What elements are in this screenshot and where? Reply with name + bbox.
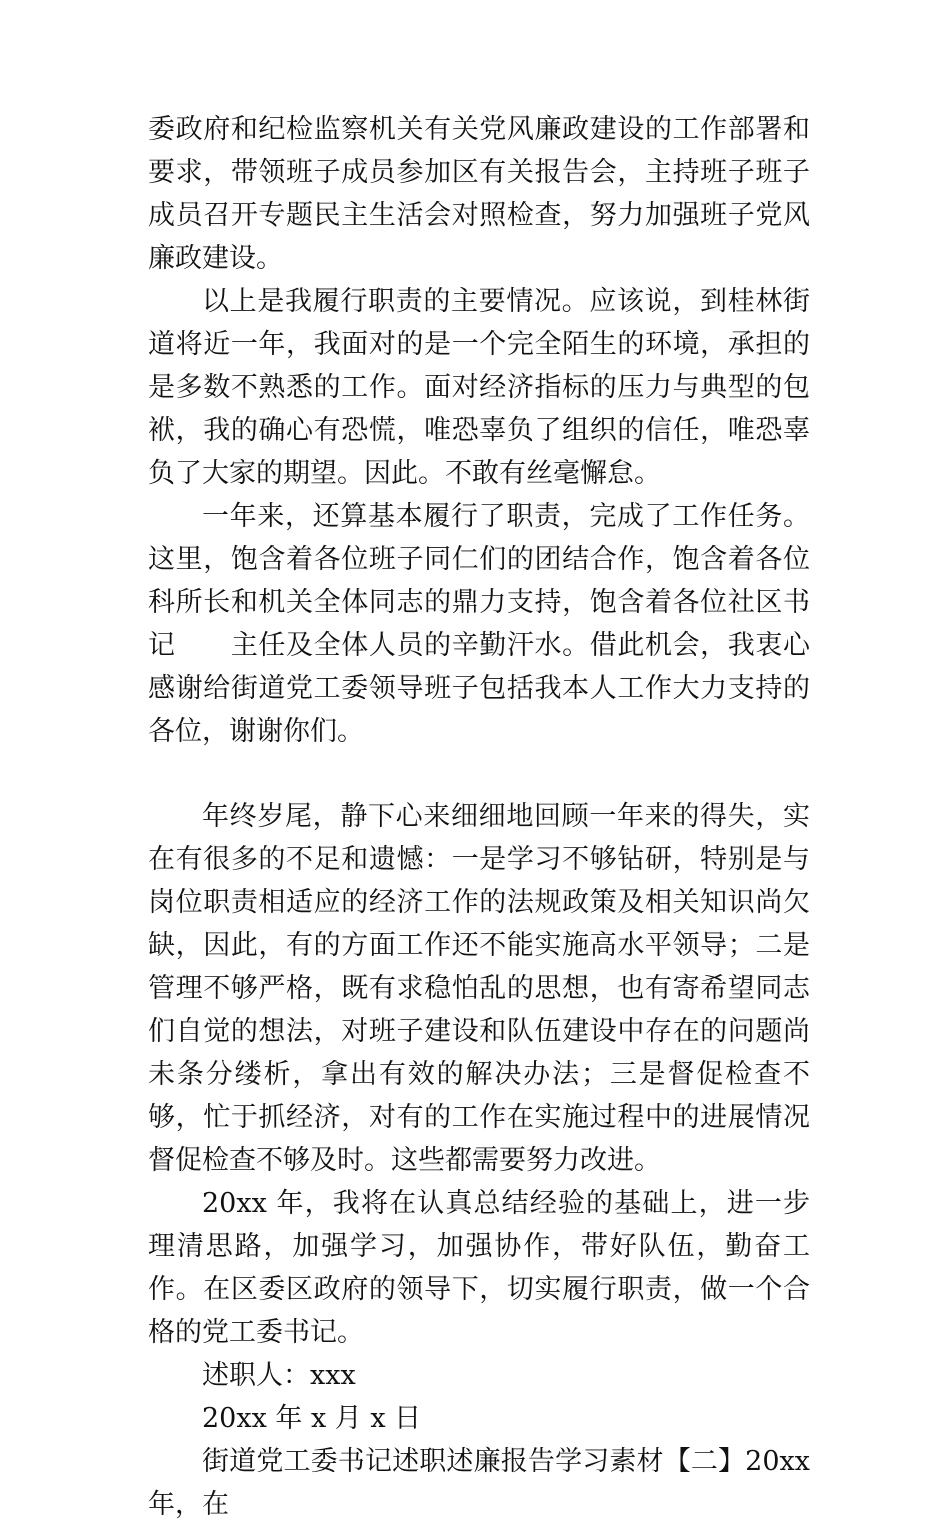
paragraph-5: 20xx 年，我将在认真总结经验的基础上，进一步理清思路，加强学习，加强协作，带好队伍，勤奋工作。在区委区政府的领导下，切实履行职责，做一个合格的党工委书记。 <box>148 1188 810 1348</box>
paragraph-gap <box>148 753 810 795</box>
next-section-heading: 街道党工委书记述职述廉报告学习素材【二】20xx 年，在 <box>148 1446 810 1520</box>
signature-date: 20xx 年 x 月 x 日 <box>202 1403 422 1434</box>
paragraph-3: 一年来，还算基本履行了职责，完成了工作任务。这里，饱含着各位班子同仁们的团结合作，饱含着各位科所长和机关全体同志的鼎力支持，饱含着各位社区书记 主任及全体人员的辛勤汗水。借此机会，我衷心感谢给街道党工委领导班子包括我本人工作大力支持的各位，谢谢你们。 <box>148 501 810 747</box>
paragraph-1: 委政府和纪检监察机关有关党风廉政建设的工作部署和要求，带领班子成员参加区有关报告会，主持班子班子成员召开专题民主生活会对照检查，努力加强班子党风廉政建设。 <box>148 114 810 274</box>
paragraph-2: 以上是我履行职责的主要情况。应该说，到桂林街道将近一年，我面对的是一个完全陌生的环境，承担的是多数不熟悉的工作。面对经济指标的压力与典型的包袱，我的确心有恐慌，唯恐辜负了组织的信任，唯恐辜负了大家的期望。因此。不敢有丝毫懈怠。 <box>148 286 810 489</box>
signature-name: 述职人：xxx <box>202 1360 356 1391</box>
document-body <box>148 108 810 1526</box>
paragraph-4: 年终岁尾，静下心来细细地回顾一年来的得失，实在有很多的不足和遗憾：一是学习不够钻研，特别是与岗位职责相适应的经济工作的法规政策及相关知识尚欠缺，因此，有的方面工作还不能实施高水平领导；二是管理不够严格，既有求稳怕乱的思想，也有寄希望同志们自觉的想法，对班子建设和队伍建设中存在的问题尚未条分缕析，拿出有效的解决办法；三是督促检查不够，忙于抓经济，对有的工作在实施过程中的进展情况督促检查不够及时。这些都需要努力改进。 <box>148 801 810 1176</box>
